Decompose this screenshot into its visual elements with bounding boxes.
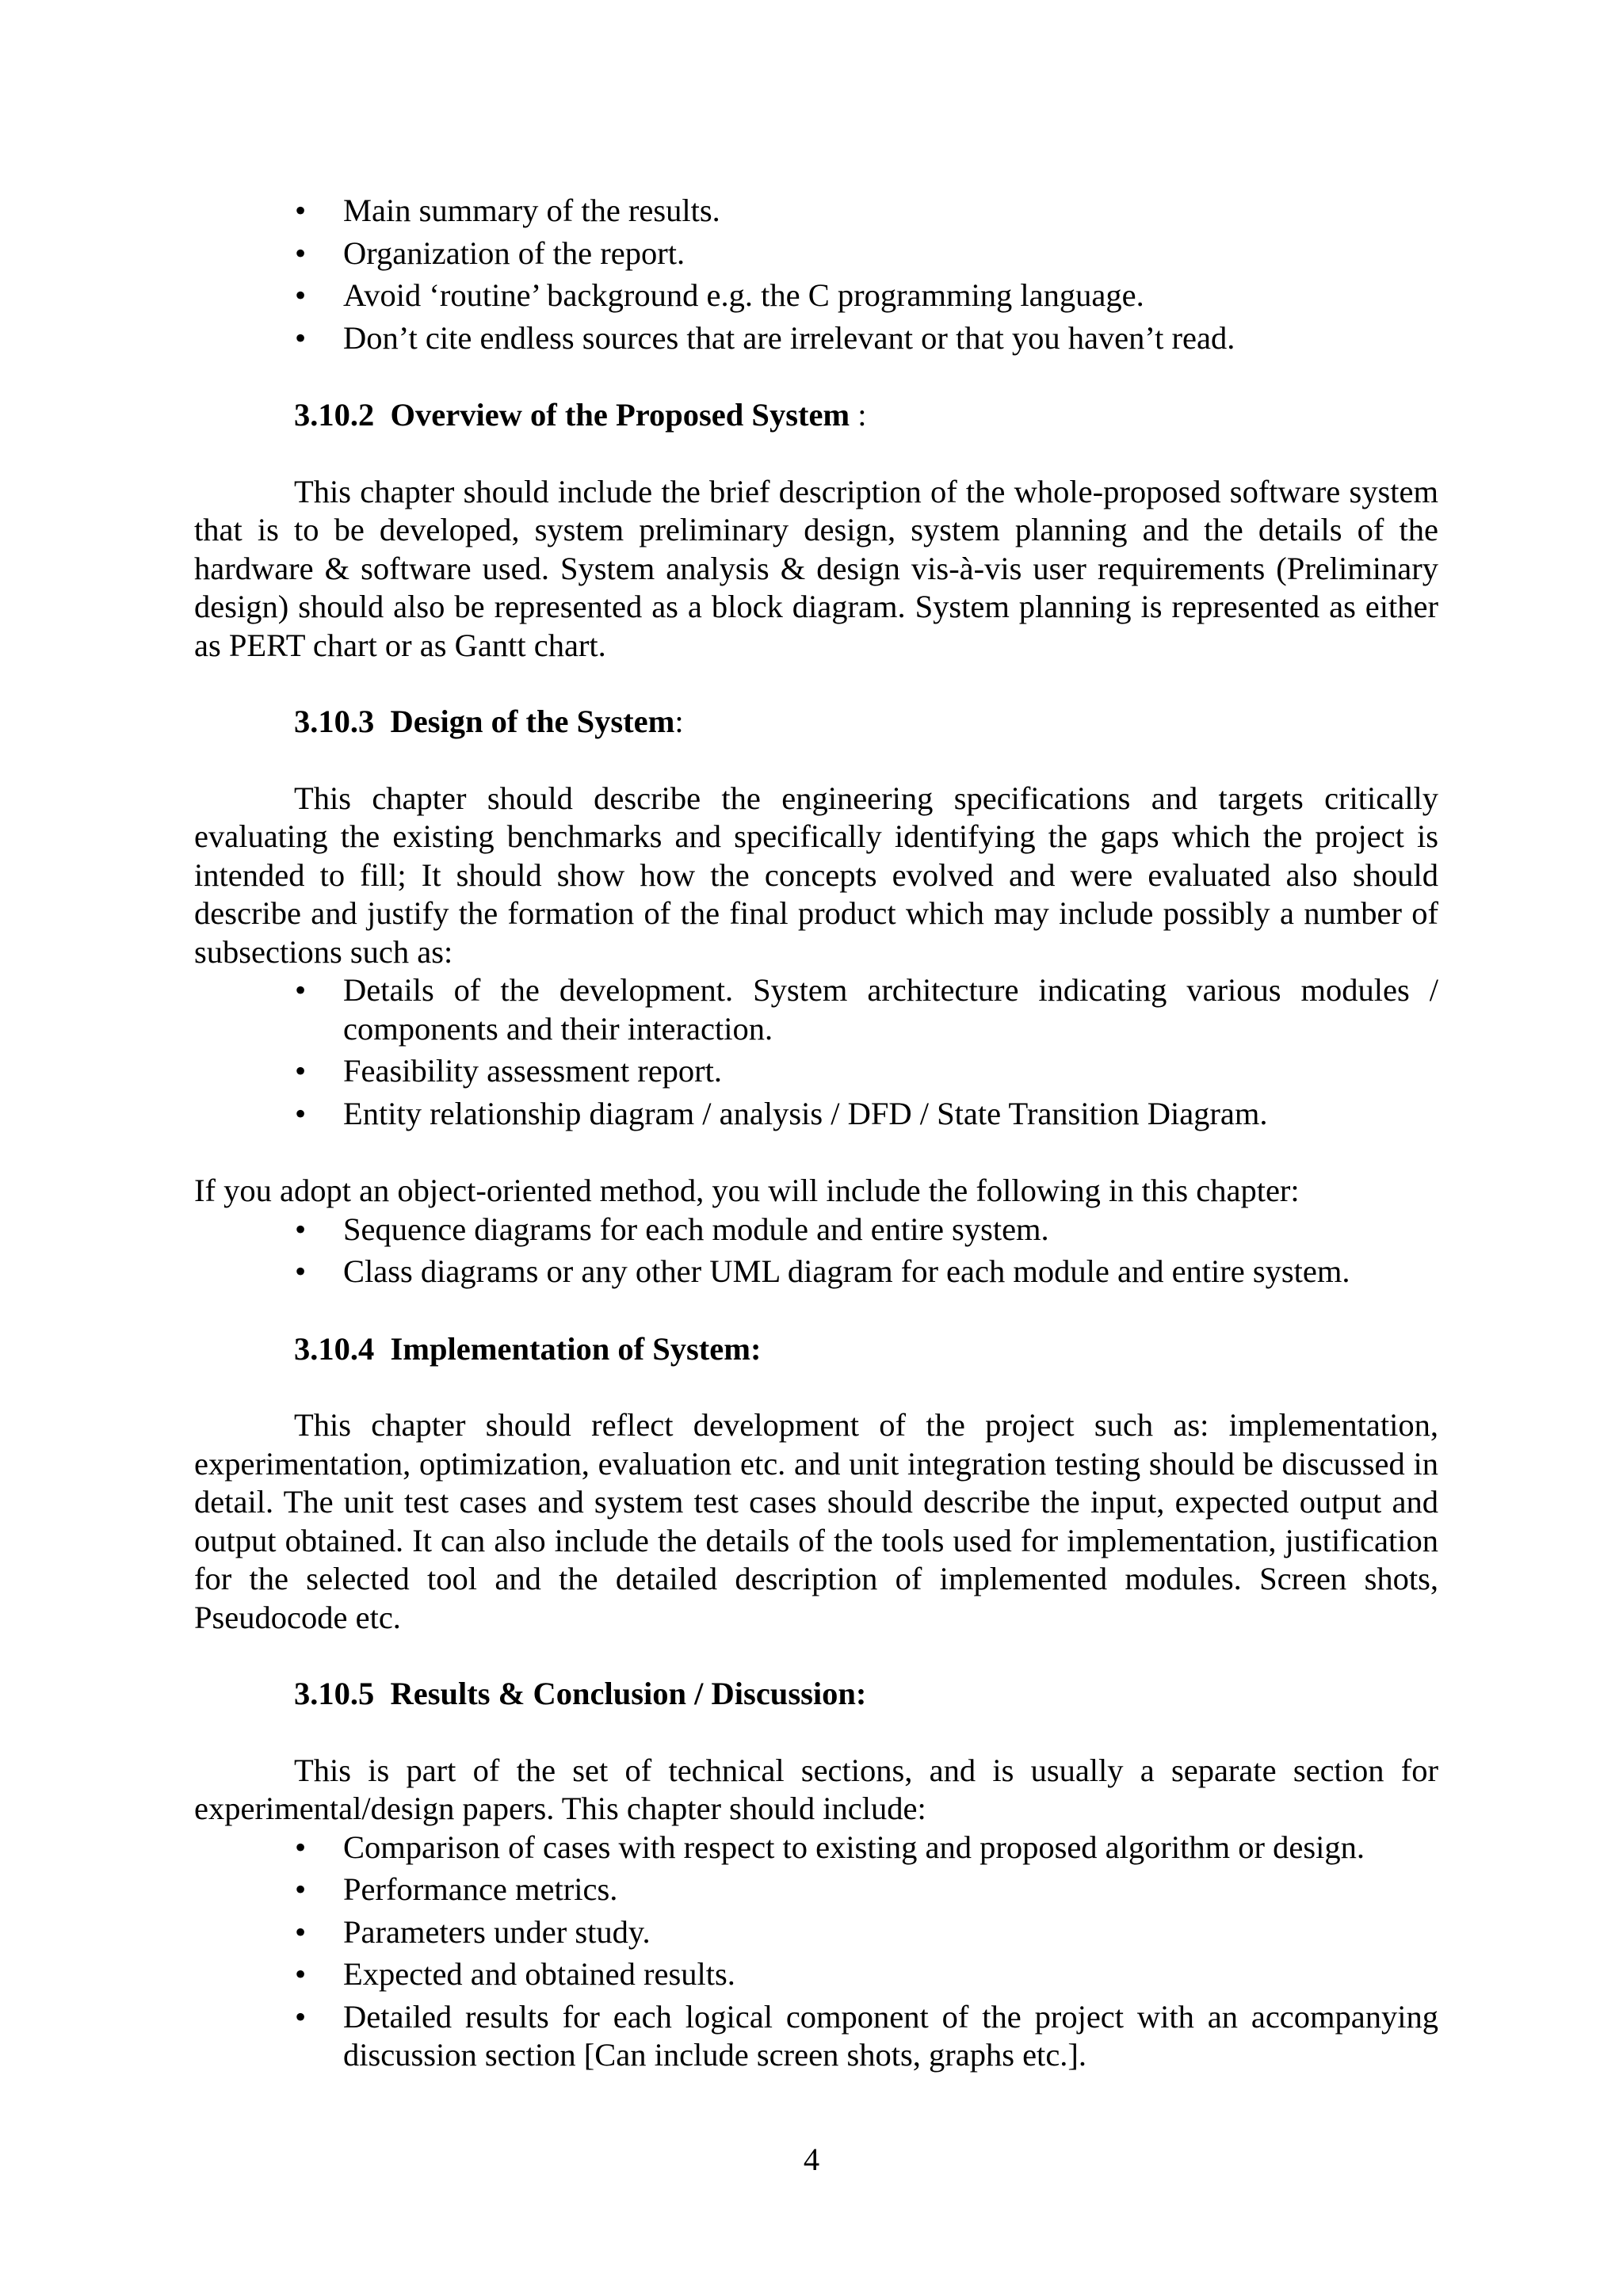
- top-bullet-list: [194, 192, 1438, 357]
- section-title-suffix: :: [850, 397, 867, 433]
- section-title-suffix: :: [674, 704, 684, 739]
- page-content: [194, 192, 1438, 2079]
- list-item: • Main summary of the results.: [343, 192, 1438, 231]
- section-number: 3.10.2: [294, 397, 375, 433]
- section-paragraph: This is part of the set of technical sections, and is usually a separate section for experimental/design papers. This chapter should include:: [194, 1752, 1438, 1826]
- section-number: 3.10.5: [294, 1676, 375, 1711]
- list-item: • Expected and obtained results.: [343, 1955, 1438, 1994]
- list-item: • Performance metrics.: [343, 1871, 1438, 1909]
- list-item: • Comparison of cases with respect to existing and proposed algorithm or design.: [343, 1829, 1438, 1867]
- list-item: • Details of the development. System architecture indicating various modules / components and their interaction.: [343, 971, 1438, 1048]
- list-item: • Avoid ‘routine’ background e.g. the C programming language.: [343, 277, 1438, 315]
- list-item: • Entity relationship diagram / analysis / DFD / State Transition Diagram.: [343, 1095, 1438, 1134]
- section-title: Implementation of System:: [390, 1330, 762, 1367]
- section-heading-3-10-4: [294, 1330, 1438, 1369]
- object-oriented-bullet-list: [194, 1211, 1438, 1291]
- section-paragraph: This chapter should reflect development of the project such as: implementation, experimentation, optimization, evaluation etc. and unit integration testing should be discussed in detail. The unit test cases and system test cases should describe the input, expected output and output obtained. It can also include the details of the tools used for implementation, justification for the selected tool and the detailed description of implemented modules. Screen shots, Pseudocode etc.: [194, 1407, 1438, 1635]
- list-item: • Class diagrams or any other UML diagram for each module and entire system.: [343, 1253, 1438, 1291]
- section-heading-3-10-2: [294, 396, 1438, 435]
- list-item: • Parameters under study.: [343, 1913, 1438, 1952]
- section-number: 3.10.4: [294, 1330, 375, 1367]
- list-item: • Don’t cite endless sources that are irrelevant or that you haven’t read.: [343, 319, 1438, 358]
- list-item: • Sequence diagrams for each module and entire system.: [343, 1211, 1438, 1249]
- section-heading-3-10-3: [294, 703, 1438, 742]
- section-number: 3.10.3: [294, 704, 375, 739]
- list-item: • Organization of the report.: [343, 235, 1438, 273]
- section-heading-3-10-5: [294, 1675, 1438, 1714]
- section-title: Overview of the Proposed System: [390, 397, 850, 433]
- list-item: • Detailed results for each logical component of the project with an accompanying discussion section [Can include screen shots, graphs etc.].: [343, 1998, 1438, 2075]
- design-bullet-list: [194, 971, 1438, 1133]
- section-paragraph: This chapter should describe the engineering specifications and targets critically evaluating the existing benchmarks and specifically identifying the gaps which the project is intended to fill; It should show how the concepts evolved and were evaluated also should describe and justify the formation of the final product which may include possibly a number of subsections such as:: [194, 780, 1438, 970]
- page-number: 4: [803, 2142, 820, 2177]
- results-bullet-list: [194, 1829, 1438, 2075]
- list-item: • Feasibility assessment report.: [343, 1052, 1438, 1091]
- section-title: Results & Conclusion / Discussion:: [390, 1676, 867, 1711]
- section-paragraph: This chapter should include the brief description of the whole-proposed software system that is to be developed, system preliminary design, system planning and the details of the hardware & software used. System analysis & design vis-à-vis user requirements (Preliminary design) should also be represented as a block diagram. System planning is represented as either as PERT chart or as Gantt chart.: [194, 473, 1438, 663]
- section-title: Design of the System: [390, 704, 675, 739]
- object-oriented-intro: If you adopt an object-oriented method, you will include the following in this chapter:: [194, 1173, 1300, 1208]
